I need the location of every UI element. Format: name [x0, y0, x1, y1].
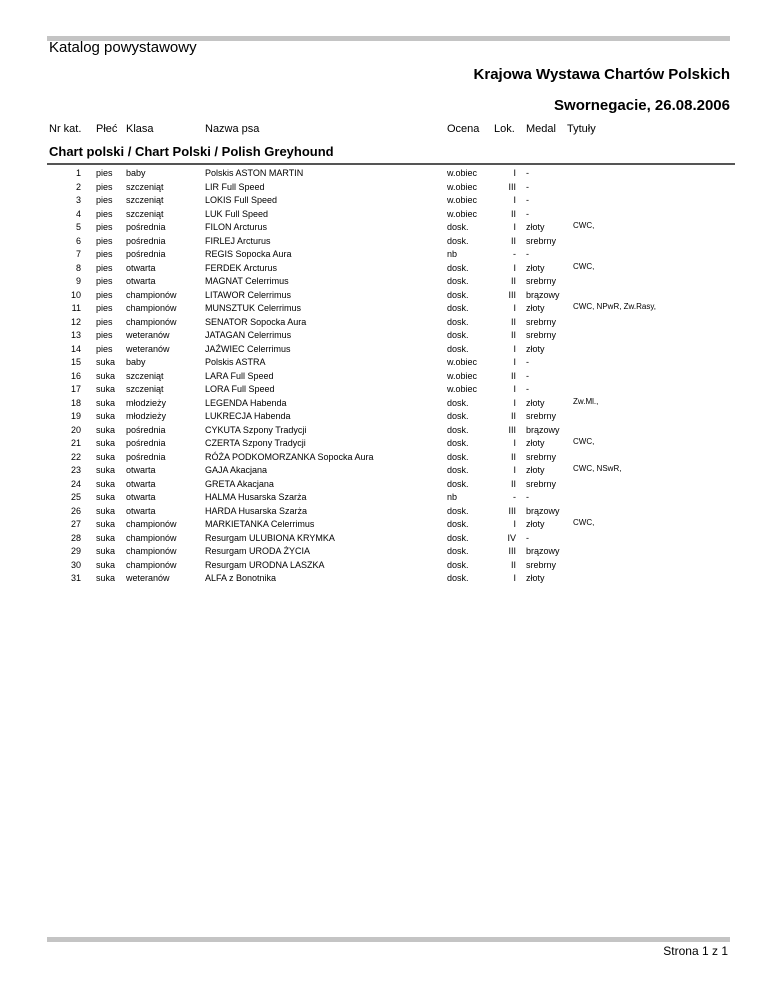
- cell-tytuly: CWC,: [573, 518, 595, 527]
- cell-plec: pies: [96, 208, 113, 219]
- cell-nazwa: Resurgam ULUBIONA KRYMKA: [205, 532, 335, 543]
- cell-medal: złoty: [526, 465, 545, 475]
- cell-klasa: championów: [126, 532, 177, 543]
- cell-medal: srebrny: [526, 330, 557, 340]
- cell-klasa: otwarta: [126, 262, 156, 273]
- cell-plec: suka: [96, 532, 116, 543]
- cell-ocena: dosk.: [447, 289, 469, 300]
- cell-nr: 24: [70, 478, 81, 489]
- cell-medal: srebrny: [526, 235, 557, 246]
- cell-ocena: dosk.: [447, 397, 469, 408]
- cell-nr: 20: [70, 424, 81, 435]
- cell-klasa: szczeniąt: [126, 370, 164, 381]
- cell-ocena: dosk.: [447, 303, 469, 313]
- cell-klasa: młodzieży: [126, 411, 167, 421]
- cell-medal: -: [526, 492, 529, 502]
- cell-plec: suka: [96, 397, 116, 408]
- cell-nr: 13: [70, 330, 81, 340]
- results-table: [0, 167, 768, 586]
- cell-nazwa: Polskis ASTON MARTIN: [205, 168, 304, 178]
- cell-lok: II: [510, 559, 516, 570]
- table-row: [0, 181, 768, 195]
- cell-tytuly: Zw.Ml.,: [573, 396, 599, 406]
- cell-ocena: dosk.: [447, 465, 469, 475]
- table-row: [0, 167, 768, 181]
- cell-lok: II: [510, 235, 516, 246]
- cell-nazwa: LIR Full Speed: [205, 181, 265, 192]
- cell-lok: I: [513, 168, 516, 178]
- cell-nr: 26: [70, 505, 81, 516]
- cell-ocena: dosk.: [447, 573, 469, 583]
- cell-nazwa: Polskis ASTRA: [205, 357, 266, 367]
- show-name: Krajowa Wystawa Chartów Polskich: [473, 66, 730, 83]
- column-header-nr: Nr kat.: [49, 123, 82, 135]
- cell-nazwa: MUNSZTUK Celerrimus: [205, 303, 302, 313]
- section-title: Chart polski / Chart Polski / Polish Greyhound: [49, 144, 334, 159]
- table-row: [0, 370, 768, 384]
- cell-ocena: dosk.: [447, 451, 469, 462]
- cell-nr: 17: [70, 384, 81, 394]
- cell-ocena: w.obiec: [447, 357, 478, 367]
- cell-ocena: nb: [447, 492, 458, 502]
- cell-ocena: dosk.: [447, 532, 469, 543]
- table-row: [0, 559, 768, 573]
- cell-medal: -: [526, 168, 529, 178]
- cell-klasa: szczeniąt: [126, 384, 164, 394]
- cell-medal: -: [526, 370, 529, 381]
- cell-nazwa: RÓŻA PODKOMORZANKA Sopocka Aura: [205, 451, 374, 462]
- cell-lok: II: [510, 316, 516, 327]
- cell-medal: srebrny: [526, 411, 557, 421]
- section-divider: [47, 163, 735, 165]
- column-header-ocena: Ocena: [447, 123, 480, 135]
- cell-ocena: dosk.: [447, 505, 469, 516]
- cell-lok: I: [513, 195, 516, 205]
- cell-nazwa: JATAGAN Celerrimus: [205, 330, 292, 340]
- cell-klasa: szczeniąt: [126, 208, 164, 219]
- cell-nazwa: JAŹWIEC Celerrimus: [205, 343, 291, 354]
- cell-nr: 14: [70, 343, 81, 354]
- table-row: [0, 208, 768, 222]
- column-header-klasa: Klasa: [126, 123, 154, 135]
- table-row: [0, 356, 768, 370]
- cell-plec: suka: [96, 465, 116, 475]
- cell-medal: złoty: [526, 262, 545, 273]
- cell-klasa: pośrednia: [126, 235, 166, 246]
- cell-klasa: championów: [126, 289, 177, 300]
- cell-nr: 16: [70, 370, 81, 381]
- cell-ocena: dosk.: [447, 478, 469, 489]
- cell-nazwa: LOKIS Full Speed: [205, 195, 278, 205]
- column-header-lok: Lok.: [494, 123, 515, 135]
- cell-nr: 9: [75, 276, 81, 286]
- table-row: [0, 248, 768, 262]
- table-row: [0, 451, 768, 465]
- cell-medal: -: [526, 249, 529, 259]
- cell-medal: -: [526, 181, 529, 192]
- cell-medal: złoty: [526, 519, 545, 529]
- cell-nr: 22: [70, 451, 81, 462]
- cell-lok: I: [513, 222, 516, 232]
- cell-nr: 28: [70, 532, 81, 543]
- cell-ocena: dosk.: [447, 276, 469, 286]
- cell-lok: III: [508, 505, 516, 516]
- cell-nazwa: MAGNAT Celerrimus: [205, 276, 289, 286]
- cell-nr: 29: [70, 546, 81, 556]
- cell-medal: srebrny: [526, 451, 557, 462]
- cell-lok: I: [513, 465, 516, 475]
- cell-plec: suka: [96, 505, 116, 516]
- cell-klasa: weteranów: [126, 343, 170, 354]
- cell-plec: suka: [96, 492, 116, 502]
- cell-nr: 3: [75, 195, 81, 205]
- cell-nazwa: LORA Full Speed: [205, 384, 275, 394]
- cell-lok: I: [513, 343, 516, 354]
- column-header-medal: Medal: [526, 123, 556, 135]
- cell-nr: 4: [75, 208, 81, 219]
- cell-plec: suka: [96, 573, 116, 583]
- cell-nr: 12: [70, 316, 81, 327]
- cell-klasa: pośrednia: [126, 424, 166, 435]
- cell-nr: 19: [70, 411, 81, 421]
- cell-nr: 21: [70, 438, 81, 448]
- cell-plec: pies: [96, 330, 113, 340]
- cell-nr: 31: [70, 573, 81, 583]
- cell-plec: suka: [96, 384, 116, 394]
- cell-nr: 8: [75, 262, 81, 273]
- cell-lok: I: [513, 397, 516, 408]
- cell-klasa: weteranów: [126, 573, 170, 583]
- cell-tytuly: CWC,: [573, 261, 595, 271]
- cell-nazwa: LUKRECJA Habenda: [205, 411, 291, 421]
- cell-lok: III: [508, 546, 516, 556]
- cell-nr: 10: [70, 289, 81, 300]
- cell-lok: II: [510, 411, 516, 421]
- cell-ocena: dosk.: [447, 235, 469, 246]
- table-row: [0, 275, 768, 289]
- place-date: Swornegacie, 26.08.2006: [554, 97, 730, 114]
- cell-klasa: otwarta: [126, 478, 156, 489]
- cell-medal: -: [526, 357, 529, 367]
- cell-lok: -: [513, 492, 516, 502]
- table-row: [0, 478, 768, 492]
- table-row: [0, 491, 768, 505]
- cell-nazwa: GRETA Akacjana: [205, 478, 274, 489]
- bottom-divider: [47, 937, 730, 942]
- cell-klasa: pośrednia: [126, 438, 166, 448]
- cell-plec: suka: [96, 438, 116, 448]
- cell-nazwa: HARDA Husarska Szarża: [205, 505, 308, 516]
- cell-lok: II: [510, 370, 516, 381]
- cell-medal: złoty: [526, 303, 545, 313]
- cell-nr: 25: [70, 492, 81, 502]
- cell-ocena: dosk.: [447, 262, 469, 273]
- cell-medal: złoty: [526, 573, 545, 583]
- cell-nazwa: FIRLEJ Arcturus: [205, 235, 271, 246]
- cell-medal: złoty: [526, 397, 545, 408]
- cell-nazwa: HALMA Husarska Szarża: [205, 492, 307, 502]
- cell-medal: brązowy: [526, 505, 560, 516]
- cell-ocena: dosk.: [447, 559, 469, 570]
- cell-klasa: championów: [126, 303, 177, 313]
- cell-ocena: w.obiec: [447, 384, 478, 394]
- cell-plec: pies: [96, 222, 113, 232]
- cell-klasa: pośrednia: [126, 451, 166, 462]
- cell-nazwa: FERDEK Arcturus: [205, 262, 278, 273]
- cell-ocena: w.obiec: [447, 181, 478, 192]
- cell-plec: pies: [96, 249, 113, 259]
- cell-nr: 2: [75, 181, 81, 192]
- cell-klasa: pośrednia: [126, 222, 166, 232]
- cell-plec: suka: [96, 424, 116, 435]
- cell-klasa: otwarta: [126, 505, 156, 516]
- cell-tytuly: CWC,: [573, 221, 595, 230]
- table-row: [0, 437, 768, 451]
- cell-ocena: dosk.: [447, 316, 469, 327]
- cell-nazwa: LUK Full Speed: [205, 208, 269, 219]
- cell-ocena: dosk.: [447, 343, 469, 354]
- cell-klasa: otwarta: [126, 465, 156, 475]
- cell-lok: II: [510, 451, 516, 462]
- cell-plec: suka: [96, 370, 116, 381]
- cell-plec: pies: [96, 276, 113, 286]
- cell-plec: pies: [96, 303, 113, 313]
- cell-nr: 15: [70, 357, 81, 367]
- table-row: [0, 397, 768, 411]
- cell-klasa: szczeniąt: [126, 181, 164, 192]
- cell-ocena: dosk.: [447, 424, 469, 435]
- cell-tytuly: CWC, NSwR,: [573, 464, 622, 473]
- column-header-tytuly: Tytuły: [567, 123, 596, 135]
- cell-plec: suka: [96, 478, 116, 489]
- table-row: [0, 262, 768, 276]
- cell-tytuly: CWC,: [573, 437, 595, 446]
- cell-nr: 27: [70, 519, 81, 529]
- cell-klasa: baby: [126, 357, 146, 367]
- cell-nazwa: FILON Arcturus: [205, 222, 268, 232]
- cell-plec: suka: [96, 451, 116, 462]
- cell-ocena: w.obiec: [447, 208, 478, 219]
- cell-ocena: dosk.: [447, 330, 469, 340]
- cell-nazwa: SENATOR Sopocka Aura: [205, 316, 307, 327]
- table-row: [0, 545, 768, 559]
- cell-plec: pies: [96, 343, 113, 354]
- cell-nazwa: CZERTA Szpony Tradycji: [205, 438, 306, 448]
- cell-medal: złoty: [526, 222, 545, 232]
- cell-nazwa: Resurgam URODA ŻYCIA: [205, 546, 311, 556]
- cell-ocena: w.obiec: [447, 195, 478, 205]
- cell-nazwa: GAJA Akacjana: [205, 465, 268, 475]
- cell-klasa: championów: [126, 559, 177, 570]
- cell-ocena: dosk.: [447, 519, 469, 529]
- cell-nazwa: LEGENDA Habenda: [205, 397, 287, 408]
- cell-lok: II: [510, 208, 516, 219]
- table-row: [0, 343, 768, 357]
- cell-nr: 11: [71, 303, 81, 313]
- cell-nr: 6: [75, 235, 81, 246]
- cell-plec: suka: [96, 559, 116, 570]
- cell-ocena: w.obiec: [447, 370, 478, 381]
- cell-ocena: dosk.: [447, 438, 469, 448]
- cell-ocena: dosk.: [447, 411, 469, 421]
- cell-nazwa: LITAWOR Celerrimus: [205, 289, 292, 300]
- cell-ocena: nb: [447, 249, 458, 259]
- table-row: [0, 424, 768, 438]
- cell-lok: I: [513, 262, 516, 273]
- document-title: Katalog powystawowy: [49, 39, 197, 56]
- cell-lok: III: [508, 181, 516, 192]
- cell-tytuly: CWC, NPwR, Zw.Rasy,: [573, 302, 656, 311]
- cell-nazwa: ALFA z Bonotnika: [205, 573, 277, 583]
- cell-klasa: championów: [126, 316, 177, 327]
- cell-klasa: szczeniąt: [126, 195, 164, 205]
- cell-nr: 23: [70, 465, 81, 475]
- cell-lok: I: [513, 438, 516, 448]
- cell-klasa: otwarta: [126, 276, 156, 286]
- cell-plec: suka: [96, 519, 116, 529]
- cell-medal: srebrny: [526, 559, 557, 570]
- cell-ocena: w.obiec: [447, 168, 478, 178]
- cell-medal: -: [526, 208, 529, 219]
- cell-nr: 1: [75, 168, 81, 178]
- table-row: [0, 194, 768, 208]
- cell-plec: suka: [96, 357, 116, 367]
- cell-plec: suka: [96, 411, 116, 421]
- cell-plec: pies: [96, 181, 113, 192]
- cell-klasa: pośrednia: [126, 249, 166, 259]
- cell-medal: złoty: [526, 343, 545, 354]
- table-row: [0, 329, 768, 343]
- cell-nr: 7: [75, 249, 81, 259]
- cell-lok: I: [513, 384, 516, 394]
- table-row: [0, 410, 768, 424]
- cell-medal: brązowy: [526, 546, 560, 556]
- cell-lok: I: [513, 573, 516, 583]
- table-row: [0, 316, 768, 330]
- cell-plec: pies: [96, 289, 113, 300]
- column-header-nazwa: Nazwa psa: [205, 123, 260, 135]
- cell-nazwa: CYKUTA Szpony Tradycji: [205, 424, 307, 435]
- cell-lok: III: [508, 424, 516, 435]
- cell-medal: srebrny: [526, 478, 557, 489]
- table-row: [0, 518, 768, 532]
- cell-lok: I: [513, 519, 516, 529]
- cell-medal: złoty: [526, 438, 545, 448]
- cell-nazwa: LARA Full Speed: [205, 370, 274, 381]
- cell-klasa: baby: [126, 168, 146, 178]
- cell-lok: II: [510, 330, 516, 340]
- cell-lok: -: [513, 249, 516, 259]
- cell-lok: II: [510, 478, 516, 489]
- cell-lok: I: [513, 357, 516, 367]
- cell-klasa: młodzieży: [126, 397, 167, 408]
- table-row: [0, 235, 768, 249]
- cell-nr: 30: [70, 559, 81, 570]
- table-row: [0, 289, 768, 303]
- column-header-plec: Płeć: [96, 123, 118, 135]
- cell-plec: pies: [96, 262, 113, 273]
- cell-klasa: championów: [126, 546, 177, 556]
- cell-medal: -: [526, 384, 529, 394]
- cell-nr: 5: [75, 222, 81, 232]
- page-number: Strona 1 z 1: [663, 944, 728, 958]
- cell-plec: pies: [96, 195, 113, 205]
- cell-plec: pies: [96, 316, 113, 327]
- table-row: [0, 505, 768, 519]
- cell-nazwa: Resurgam URODNA LASZKA: [205, 559, 325, 570]
- table-row: [0, 302, 768, 316]
- cell-nr: 18: [70, 397, 81, 408]
- table-row: [0, 221, 768, 235]
- cell-medal: srebrny: [526, 316, 557, 327]
- cell-lok: I: [513, 303, 516, 313]
- cell-plec: suka: [96, 546, 116, 556]
- table-row: [0, 572, 768, 586]
- cell-lok: III: [508, 289, 516, 300]
- table-row: [0, 464, 768, 478]
- cell-klasa: championów: [126, 519, 177, 529]
- table-row: [0, 532, 768, 546]
- cell-medal: brązowy: [526, 424, 560, 435]
- cell-medal: -: [526, 532, 529, 543]
- cell-lok: IV: [507, 532, 516, 543]
- cell-klasa: otwarta: [126, 492, 156, 502]
- cell-nazwa: MARKIETANKA Celerrimus: [205, 519, 315, 529]
- cell-lok: II: [510, 276, 516, 286]
- cell-plec: pies: [96, 168, 113, 178]
- table-row: [0, 383, 768, 397]
- cell-ocena: dosk.: [447, 546, 469, 556]
- cell-klasa: weteranów: [126, 330, 170, 340]
- cell-medal: brązowy: [526, 289, 560, 300]
- cell-plec: pies: [96, 235, 113, 246]
- cell-medal: srebrny: [526, 276, 557, 286]
- cell-ocena: dosk.: [447, 222, 469, 232]
- cell-medal: -: [526, 195, 529, 205]
- cell-nazwa: REGIS Sopocka Aura: [205, 249, 292, 259]
